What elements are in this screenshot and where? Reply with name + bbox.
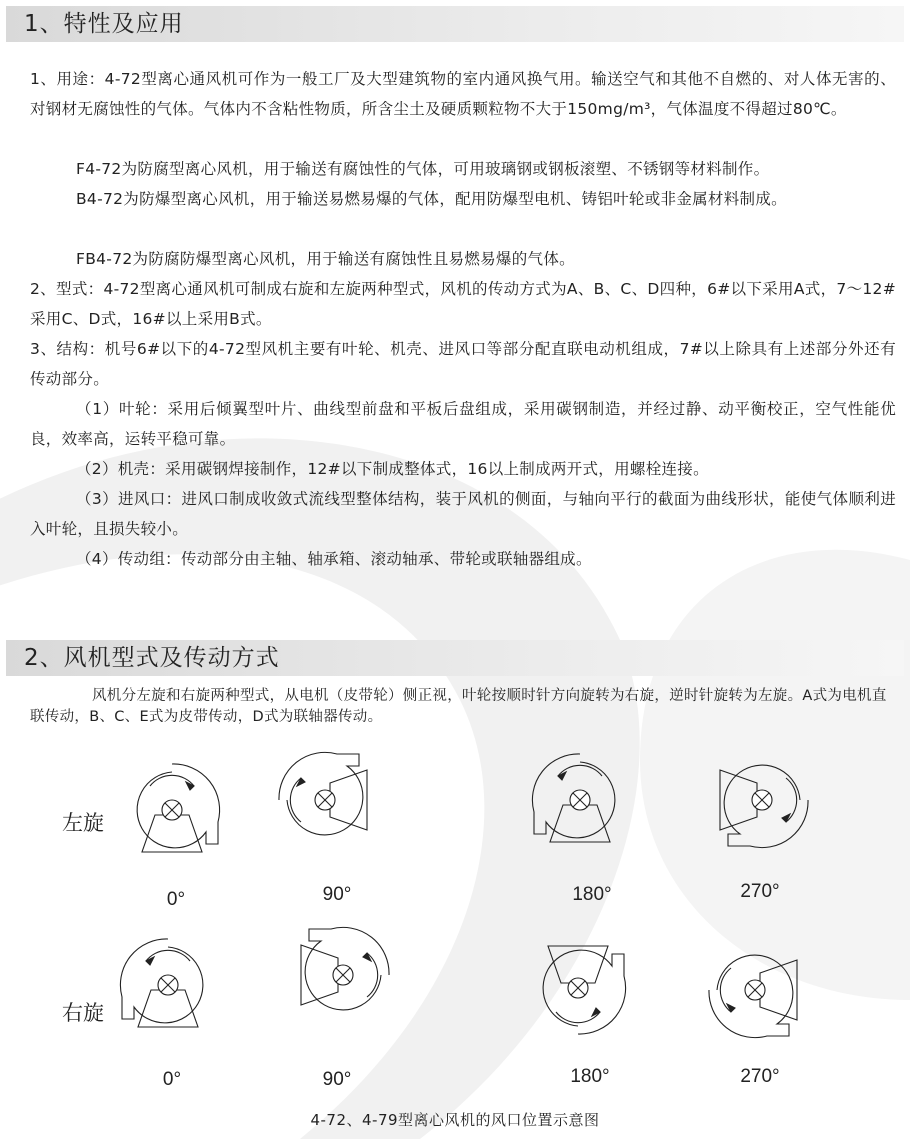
f4-72-paragraph: F4-72为防腐型离心风机，用于输送有腐蚀性的气体，可用玻璃钢或钢板滚塑、不锈钢等材料制作。 — [76, 160, 770, 178]
angle-label-90-right: 90° — [322, 1069, 352, 1090]
angle-label-270-right: 270° — [740, 1066, 780, 1087]
row-label-right-rotation: 右旋 — [62, 1001, 104, 1025]
casing-paragraph: （2）机壳：采用碳钢焊接制作，12#以下制成整体式，16以上制成两开式，用螺栓连接。 — [76, 460, 709, 478]
fan-right-180-deg — [543, 946, 625, 1034]
transmission-paragraph: （4）传动组：传动部分由主轴、轴承箱、滚动轴承、带轮或联轴器组成。 — [76, 550, 592, 568]
angle-label-270: 270° — [740, 881, 780, 902]
angle-label-0-right: 0° — [162, 1069, 182, 1090]
fan-right-90-deg — [301, 927, 389, 1009]
impeller-paragraph: （1）叶轮：采用后倾翼型叶片、曲线型前盘和平板后盘组成，采用碳钢制造，并经过静、动平衡校正，空气性能优良，效率高，运转平稳可靠。 — [30, 400, 896, 448]
fan-left-180-deg — [532, 754, 614, 842]
section-1-title: 1、特性及应用 — [24, 11, 184, 37]
type-paragraph: 2、型式：4-72型离心通风机可制成右旋和左旋两种型式，风机的传动方式为A、B、C、D四种，6#以下采用A式，7～12#采用C、D式，16#以上采用B式。 — [30, 280, 896, 328]
usage-paragraph: 1、用途：4-72型离心通风机可作为一般工厂及大型建筑物的室内通风换气用。输送空气和其他不自燃的、对人体无害的、对钢材无腐蚀性的气体。气体内不含粘性物质，所含尘土及硬质颗粒物不大于150mg/m³，气体温度不得超过80℃。 — [30, 70, 896, 118]
diagram-caption: 4-72、4-79型离心风机的风口位置示意图 — [310, 1111, 600, 1129]
fan-left-0-deg — [137, 764, 219, 852]
fan-left-270-deg — [720, 765, 808, 847]
fb4-72-paragraph: FB4-72为防腐防爆型离心风机，用于输送有腐蚀性且易燃易爆的气体。 — [76, 250, 575, 268]
angle-label-180-right: 180° — [570, 1066, 610, 1087]
angle-label-90: 90° — [322, 884, 352, 905]
fan-outlet-diagram — [0, 730, 910, 1139]
angle-label-180: 180° — [572, 884, 612, 905]
rotation-paragraph: 风机分左旋和右旋两种型式，从电机（皮带轮）侧正视，叶轮按顺时针方向旋转为右旋，逆时针旋转为左旋。A式为电机直联传动，B、C、E式为皮带传动，D式为联轴器传动。 — [30, 688, 887, 725]
inlet-paragraph: （3）进风口：进风口制成收敛式流线型整体结构，装于风机的侧面，与轴向平行的截面为曲线形状，能使气体顺利进入叶轮，且损失较小。 — [30, 490, 896, 538]
row-label-left-rotation: 左旋 — [62, 811, 104, 835]
fan-left-90-deg — [279, 752, 367, 834]
fan-right-270-deg — [709, 955, 797, 1037]
fan-right-0-deg — [120, 939, 202, 1027]
angle-label-0: 0° — [166, 889, 186, 910]
section-2-title: 2、风机型式及传动方式 — [24, 645, 280, 671]
b4-72-paragraph: B4-72为防爆型离心风机，用于输送易燃易爆的气体，配用防爆型电机、铸铝叶轮或非金属材料制成。 — [76, 190, 787, 208]
structure-paragraph: 3、结构：机号6#以下的4-72型风机主要有叶轮、机壳、进风口等部分配直联电动机组成，7#以上除具有上述部分外还有传动部分。 — [30, 340, 896, 388]
